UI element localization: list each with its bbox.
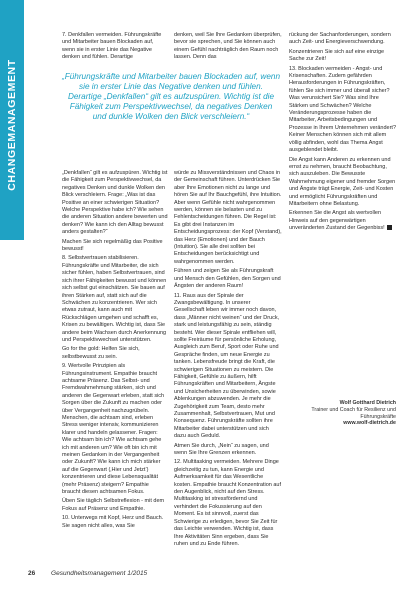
section-sidebar — [0, 0, 24, 240]
paragraph: Üben Sie täglich Selbstreflexion - mit dem Fokus auf Präsenz und Empathie. — [62, 498, 165, 512]
paragraph: Machen Sie sich regelmäßig das Positive bewusst! — [62, 238, 163, 253]
column-1-top — [62, 32, 168, 64]
author-line: Trainer und Coach für Resilienz und — [311, 406, 396, 413]
paragraph: 12. Multitasking vermeiden. Mehrere Dinge gleichzeitig zu tun, kann Energie und Aufmerksamkeit für das Wesentliche kosten. Empathie braucht Konzentration auf den Augenblick, nicht auf den Stress. Multitasking ist stressfördernd und verhindert die Fokussierung auf den Moment. Es ist sinnvoll, zuerst das Schwierige zu erledigen, bevor Sie Zeit für das Leichte verwenden. Wichtig ist, dass Ihre Aktivitäten Sinn ergeben, dass Sie ruhen und zu Ende führen. — [174, 459, 282, 547]
paragraph: 7. Denkfallen vermeiden. Führungskräfte und Mitarbeiter bauen Blockaden auf, wenn sie in erster Linie das Negative denken und fühlen. Derartige — [62, 32, 162, 61]
paragraph: 10. Unterwegs mit Kopf, Herz und Bauch. Sie sagen nicht alles, was Sie — [62, 515, 164, 529]
paragraph — [289, 210, 396, 232]
paragraph: „Denkfallen“ gilt es aufzuspüren. Wichtig ist die Fähigkeit zum Perspektivwechsel, da negatives Denken und dunkle Wolken den Blick verschleiern. Frage: „Was ist das Positive an einer schwierigen Situation? Welche Perspektive habe ich? Wie sehen die anderen Situation andere bewerten und denken? Wie kann ich den Alltag bewusst anders gestalten?“ — [62, 170, 168, 236]
pull-quote: „Führungskräfte und Mitarbeiter bauen Blockaden auf, wenn sie in erster Linie das Negative denken und fühlen. Derartige „Denkfallen“ gilt es aufzuspüren. Wichtig ist die Fähigkeit zum Perspektivwechsel, da negatives Denken und dunkle Wolken den Blick verschleiern.“ — [62, 72, 281, 121]
column-2 — [174, 170, 282, 550]
publication-name: Gesundheitsmanagement 1/2015 — [51, 570, 148, 577]
paragraph: 13. Blockaden vermeiden - Angst- und Krisenschaften. Zudem gefährden Herausforderungen in Führungskräften, fühlen Sie sich immer und überall sicher? Was verunsichert Sie? Was sind Ihre Stärken und Schwächen? Welche Veränderungsprozesse haben die Mitarbeiter, Arbeitsbedingungen und Prozesse in Ihrem Unternehmen verändert? Keiner Menschen können sich mit allem völlig abfinden, wohl das Thema Angst ausgeblendet bleibt. — [289, 65, 396, 154]
section-label: CHANGEMANAGEMENT — [6, 59, 18, 191]
page-footer — [28, 570, 147, 577]
column-1 — [62, 170, 168, 532]
paragraph: würde zu Missverständnissen und Chaos in der Gemeinschaft führen. Unterdrücken Sie aber Ihre Emotionen nicht zu lange und hören Sie auf Ihr Bauchgefühl, ihre Intuition. Aber wenn Gefühle nicht wahrgenommen werden, können sie belasten und zu Fehlentscheidungen führen. Die Regel ist: Es gibt drei Instanzen im Entscheidungsprozess: der Kopf (Verstand), das Herz (Emotionen) und der Bauch (Intuition). Sie alle drei sollten bei Entscheidungen berücksichtigt und wahrgenommen werden. — [174, 170, 282, 265]
paragraph: denken, weil Sie Ihre Gedanken überprüfen, bevor sie sprechen, und Sie können auch einem Gefühl nachträglich den Raum noch lassen. Denn das — [174, 32, 282, 61]
author-name: Wolf Gotthard Dietrich — [339, 400, 396, 406]
author-line: Führungskräfte — [360, 413, 396, 420]
page-number: 26 — [28, 570, 36, 577]
paragraph: Atmen Sie durch, „Nein“ zu sagen, und wenn Sie Ihre Grenzen erkennen. — [174, 442, 269, 457]
paragraph: Führen und zeigen Sie als Führungskraft und Mensch den Gefühlen, den Sorgen und Ängsten der anderen Raum! — [174, 268, 281, 290]
paragraph: 9. Wertvolle Prinzipien als Führungsinstrument. Empathie braucht achtsame Präsenz. Das Selbst- und Fremdwahrnehmung stärken, sich und anderen die Gegenwart erleben, statt sich Sorgen über die Zukunft zu machen oder über Vergangenheit nachzugrübeln. Menschen, die achtsam sind, erleben Stress weniger intensiv, kommunizieren klarer und handeln gelassener. Fragen: Wie achtsam bin ich? Wie achtsam gehe ich mit anderen um? Wie oft bin ich mit meinen Gedanken in der Vergangenheit oder Zukunft? Wie kann ich mich stärker auf die Gegenwart (‚Hier und Jetzt‘) konzentrieren und diese Lebensqualität (mehr Präsenz) steigern? Empathie braucht diesen achtsamen Fokus. — [62, 363, 165, 496]
paragraph: Die Angst kann Anderen zu erkennen und ernst zu nehmen, braucht Beobachtung, sich auszuleben. Die Bewusste Wahrnehmung eigener und fremder Sorgen und Ängste trägt Energie, Zeit- und Kosten und ermöglicht Führungskräften und Mitarbeitern ohne Belastung. — [289, 156, 396, 207]
author-bio — [300, 400, 396, 427]
column-3 — [289, 32, 396, 235]
paragraph: 8. Selbstvertrauen stabilisieren. Führungskräfte und Mitarbeiter, die sich sicher fühlen, haben Selbstvertrauen, sind sich ihrer Fähigkeiten bewusst und können sich selbst gut einschätzen. Sie bauen auf ihren Stärken auf, statt sich auf die Schwächen zu konzentrieren. Wer sich etwas zutraut, kann auch mit Rückschlägen umgehen und schafft es, Krisen zu bewältigen. Wichtig ist, dass Sie andere beim Wachsen durch Anerkennung und Perspektivwechsel unterstützen. — [62, 255, 167, 343]
paragraph-text: Erkennen Sie die Angst als wertvollen Hinweis auf den gegenwärtigen unveränderten Zustand der Gegenbiss! — [289, 210, 385, 232]
end-mark-icon — [387, 225, 392, 230]
paragraph: Konzentrieren Sie sich auf eine einzige Sache zur Zeit! — [289, 48, 385, 63]
author-website: www.wolf-dietrich.de — [343, 420, 396, 427]
column-2-top — [174, 32, 282, 64]
paragraph: rückung der Sachanforderungen, sondern auch Zeit- und Energieverschwendung. — [289, 32, 391, 46]
paragraph: Go for the gold: Helfen Sie sich, selbstbewusst zu sein. — [62, 346, 140, 360]
paragraph: 11. Raus aus der Spirale der Zwangsbewältigung. In unserer Gesellschaft leben wir immer noch davon, dass „Männer nicht weinen“ und der Druck, stark und leistungsfähig zu sein, ständig besteht. Wer dieser Spirale entfliehen will, sollte Freiräume für persönliche Erholung, Ausgleich zum Beruf, Sport oder Ruhe und Gespräche finden, um neue Energie zu tanken. Lebensfreude bringt die Kraft, die schwierigen Situationen zu meistern. Die Fähigkeit, Gefühle zu äußern, hilft Führungskräften und Mitarbeitern, Ängste und Unsicherheiten zu überwinden, sowie Ablenkungen abzuwenden. Je mehr die Zugehörigkeit zum Team, desto mehr Zusammenhalt, Selbstvertrauen, Mut und Konsequenz. Führungskräfte sollten ihre Mitarbeiter dabei unterstützen und sich dazu auch Geduld. — [174, 292, 280, 440]
